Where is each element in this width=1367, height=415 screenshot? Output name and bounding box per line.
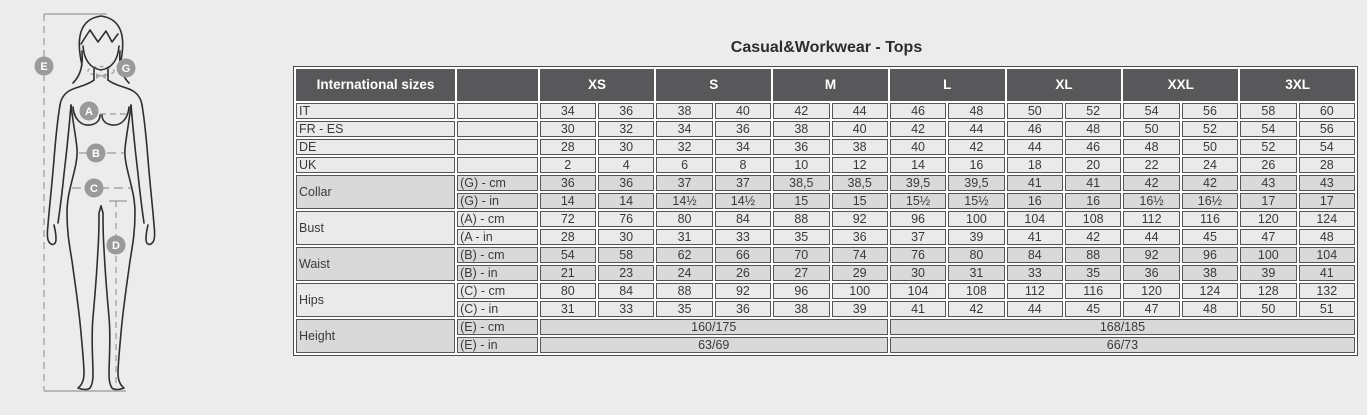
arm-left-inner xyxy=(58,105,71,223)
value-cell: 38,5 xyxy=(832,175,888,191)
value-cell: 17 xyxy=(1240,193,1296,209)
merged-value-cell: 160/175 xyxy=(540,319,888,335)
value-cell: 36 xyxy=(540,175,596,191)
value-cell: 84 xyxy=(598,283,654,299)
value-cell: 108 xyxy=(1065,211,1121,227)
value-cell: 39,5 xyxy=(890,175,946,191)
bust-right xyxy=(102,107,129,125)
unit-label: (B) - cm xyxy=(457,247,538,263)
value-cell: 80 xyxy=(656,211,712,227)
shoulder-left xyxy=(60,80,94,105)
measure-row xyxy=(296,247,1355,263)
value-cell: 10 xyxy=(773,157,829,173)
value-cell: 21 xyxy=(540,265,596,281)
shoulder-right xyxy=(108,80,142,105)
country-row xyxy=(296,139,1355,155)
value-cell: 40 xyxy=(890,139,946,155)
value-cell: 35 xyxy=(773,229,829,245)
value-cell: 76 xyxy=(890,247,946,263)
value-cell: 39 xyxy=(1240,265,1296,281)
value-cell: 8 xyxy=(715,157,771,173)
size-header-s: S xyxy=(656,69,771,101)
value-cell: 47 xyxy=(1123,301,1179,317)
size-header-m: M xyxy=(773,69,888,101)
value-cell: 100 xyxy=(832,283,888,299)
value-cell: 128 xyxy=(1240,283,1296,299)
value-cell: 112 xyxy=(1123,211,1179,227)
value-cell: 41 xyxy=(1007,175,1063,191)
value-cell: 92 xyxy=(715,283,771,299)
merged-value-cell: 168/185 xyxy=(890,319,1355,335)
value-cell: 50 xyxy=(1007,103,1063,119)
value-cell: 116 xyxy=(1182,211,1238,227)
value-cell: 31 xyxy=(948,265,1004,281)
value-cell: 36 xyxy=(598,103,654,119)
value-cell: 74 xyxy=(832,247,888,263)
value-cell: 80 xyxy=(540,283,596,299)
value-cell: 36 xyxy=(1123,265,1179,281)
value-cell: 48 xyxy=(948,103,1004,119)
value-cell: 16 xyxy=(1007,193,1063,209)
value-cell: 40 xyxy=(715,103,771,119)
badge-waist xyxy=(87,144,106,163)
value-cell: 37 xyxy=(715,175,771,191)
value-cell: 41 xyxy=(1065,175,1121,191)
value-cell: 76 xyxy=(598,211,654,227)
row-label: UK xyxy=(296,157,455,173)
value-cell: 32 xyxy=(598,121,654,137)
badge-letter: B xyxy=(92,148,100,160)
value-cell: 58 xyxy=(1240,103,1296,119)
row-spacer xyxy=(457,139,538,155)
badge-height xyxy=(35,57,54,76)
badge-letter: A xyxy=(85,106,93,118)
value-cell: 26 xyxy=(715,265,771,281)
value-cell: 16½ xyxy=(1182,193,1238,209)
size-header-xl: XL xyxy=(1007,69,1122,101)
value-cell: 45 xyxy=(1182,229,1238,245)
value-cell: 36 xyxy=(715,301,771,317)
value-cell: 42 xyxy=(773,103,829,119)
value-cell: 30 xyxy=(540,121,596,137)
value-cell: 38 xyxy=(832,139,888,155)
value-cell: 88 xyxy=(1065,247,1121,263)
value-cell: 33 xyxy=(1007,265,1063,281)
value-cell: 96 xyxy=(1182,247,1238,263)
group-label: Waist xyxy=(296,247,455,281)
value-cell: 15½ xyxy=(890,193,946,209)
row-label: IT xyxy=(296,103,455,119)
value-cell: 17 xyxy=(1299,193,1355,209)
value-cell: 15 xyxy=(773,193,829,209)
value-cell: 32 xyxy=(656,139,712,155)
value-cell: 132 xyxy=(1299,283,1355,299)
header-spacer xyxy=(457,69,538,101)
value-cell: 60 xyxy=(1299,103,1355,119)
value-cell: 41 xyxy=(1007,229,1063,245)
value-cell: 38,5 xyxy=(773,175,829,191)
value-cell: 100 xyxy=(948,211,1004,227)
value-cell: 92 xyxy=(1123,247,1179,263)
value-cell: 108 xyxy=(948,283,1004,299)
value-cell: 42 xyxy=(948,301,1004,317)
measure-row xyxy=(296,319,1355,335)
unit-label: (E) - in xyxy=(457,337,538,353)
value-cell: 80 xyxy=(948,247,1004,263)
unit-label: (B) - in xyxy=(457,265,538,281)
value-cell: 28 xyxy=(540,139,596,155)
badge-bust xyxy=(80,102,99,121)
value-cell: 43 xyxy=(1299,175,1355,191)
badge-letter: C xyxy=(90,183,98,195)
value-cell: 51 xyxy=(1299,301,1355,317)
value-cell: 39,5 xyxy=(948,175,1004,191)
value-cell: 14 xyxy=(598,193,654,209)
value-cell: 62 xyxy=(656,247,712,263)
value-cell: 50 xyxy=(1123,121,1179,137)
value-cell: 45 xyxy=(1065,301,1121,317)
value-cell: 48 xyxy=(1299,229,1355,245)
value-cell: 112 xyxy=(1007,283,1063,299)
value-cell: 14½ xyxy=(715,193,771,209)
value-cell: 48 xyxy=(1123,139,1179,155)
merged-value-cell: 63/69 xyxy=(540,337,888,353)
value-cell: 12 xyxy=(832,157,888,173)
value-cell: 37 xyxy=(890,229,946,245)
value-cell: 16 xyxy=(948,157,1004,173)
value-cell: 34 xyxy=(540,103,596,119)
value-cell: 88 xyxy=(656,283,712,299)
row-label: DE xyxy=(296,139,455,155)
merged-value-cell: 66/73 xyxy=(890,337,1355,353)
value-cell: 33 xyxy=(715,229,771,245)
unit-label: (G) - cm xyxy=(457,175,538,191)
value-cell: 70 xyxy=(773,247,829,263)
value-cell: 88 xyxy=(773,211,829,227)
group-label: Collar xyxy=(296,175,455,209)
value-cell: 41 xyxy=(1299,265,1355,281)
value-cell: 44 xyxy=(832,103,888,119)
value-cell: 38 xyxy=(773,121,829,137)
size-table-container xyxy=(293,66,1358,356)
size-header-xxl: XXL xyxy=(1123,69,1238,101)
unit-label: (G) - in xyxy=(457,193,538,209)
value-cell: 15 xyxy=(832,193,888,209)
value-cell: 100 xyxy=(1240,247,1296,263)
country-row xyxy=(296,103,1355,119)
value-cell: 96 xyxy=(890,211,946,227)
header-row xyxy=(296,69,1355,101)
value-cell: 47 xyxy=(1240,229,1296,245)
value-cell: 38 xyxy=(656,103,712,119)
badge-hips xyxy=(85,179,104,198)
value-cell: 54 xyxy=(1123,103,1179,119)
value-cell: 41 xyxy=(890,301,946,317)
row-spacer xyxy=(457,103,538,119)
value-cell: 40 xyxy=(832,121,888,137)
value-cell: 16 xyxy=(1065,193,1121,209)
size-header-3xl: 3XL xyxy=(1240,69,1355,101)
value-cell: 31 xyxy=(540,301,596,317)
value-cell: 15½ xyxy=(948,193,1004,209)
badge-inseam xyxy=(107,236,126,255)
size-table xyxy=(294,67,1357,355)
badge-letter: G xyxy=(121,63,131,75)
collar-line xyxy=(88,67,114,76)
row-spacer xyxy=(457,157,538,173)
value-cell: 4 xyxy=(598,157,654,173)
value-cell: 31 xyxy=(656,229,712,245)
value-cell: 2 xyxy=(540,157,596,173)
value-cell: 24 xyxy=(656,265,712,281)
value-cell: 46 xyxy=(890,103,946,119)
unit-label: (A - in xyxy=(457,229,538,245)
value-cell: 58 xyxy=(598,247,654,263)
value-cell: 39 xyxy=(832,301,888,317)
value-cell: 104 xyxy=(890,283,946,299)
group-label: Hips xyxy=(296,283,455,317)
value-cell: 6 xyxy=(656,157,712,173)
unit-label: (C) - in xyxy=(457,301,538,317)
value-cell: 36 xyxy=(598,175,654,191)
measure-row xyxy=(296,175,1355,191)
group-label: Height xyxy=(296,319,455,353)
value-cell: 42 xyxy=(1123,175,1179,191)
value-cell: 34 xyxy=(656,121,712,137)
value-cell: 54 xyxy=(1240,121,1296,137)
value-cell: 43 xyxy=(1240,175,1296,191)
value-cell: 23 xyxy=(598,265,654,281)
value-cell: 52 xyxy=(1065,103,1121,119)
value-cell: 120 xyxy=(1240,211,1296,227)
value-cell: 30 xyxy=(598,229,654,245)
value-cell: 27 xyxy=(773,265,829,281)
value-cell: 44 xyxy=(1007,301,1063,317)
value-cell: 120 xyxy=(1123,283,1179,299)
value-cell: 54 xyxy=(1299,139,1355,155)
value-cell: 39 xyxy=(948,229,1004,245)
value-cell: 30 xyxy=(598,139,654,155)
arm-right-inner xyxy=(131,105,144,223)
value-cell: 42 xyxy=(890,121,946,137)
value-cell: 116 xyxy=(1065,283,1121,299)
value-cell: 38 xyxy=(773,301,829,317)
value-cell: 42 xyxy=(1065,229,1121,245)
value-cell: 18 xyxy=(1007,157,1063,173)
badge-letter: D xyxy=(112,240,120,252)
value-cell: 92 xyxy=(832,211,888,227)
value-cell: 28 xyxy=(540,229,596,245)
value-cell: 42 xyxy=(948,139,1004,155)
value-cell: 16½ xyxy=(1123,193,1179,209)
value-cell: 46 xyxy=(1007,121,1063,137)
measure-row xyxy=(296,283,1355,299)
value-cell: 20 xyxy=(1065,157,1121,173)
size-header-l: L xyxy=(890,69,1005,101)
row-spacer xyxy=(457,121,538,137)
value-cell: 66 xyxy=(715,247,771,263)
size-header-xs: XS xyxy=(540,69,655,101)
unit-label: (E) - cm xyxy=(457,319,538,335)
value-cell: 14½ xyxy=(656,193,712,209)
value-cell: 52 xyxy=(1182,121,1238,137)
value-cell: 34 xyxy=(715,139,771,155)
value-cell: 30 xyxy=(890,265,946,281)
intl-sizes-header: International sizes xyxy=(296,69,455,101)
unit-label: (C) - cm xyxy=(457,283,538,299)
value-cell: 84 xyxy=(1007,247,1063,263)
value-cell: 104 xyxy=(1299,247,1355,263)
value-cell: 56 xyxy=(1299,121,1355,137)
value-cell: 44 xyxy=(1007,139,1063,155)
value-cell: 72 xyxy=(540,211,596,227)
value-cell: 46 xyxy=(1065,139,1121,155)
country-row xyxy=(296,121,1355,137)
body-outline xyxy=(47,16,154,390)
value-cell: 14 xyxy=(540,193,596,209)
value-cell: 28 xyxy=(1299,157,1355,173)
badge-collar xyxy=(117,59,136,78)
value-cell: 54 xyxy=(540,247,596,263)
value-cell: 14 xyxy=(890,157,946,173)
unit-label: (A) - cm xyxy=(457,211,538,227)
badge-letter: E xyxy=(40,61,48,73)
measure-row xyxy=(296,211,1355,227)
value-cell: 38 xyxy=(1182,265,1238,281)
value-cell: 26 xyxy=(1240,157,1296,173)
value-cell: 22 xyxy=(1123,157,1179,173)
value-cell: 29 xyxy=(832,265,888,281)
value-cell: 124 xyxy=(1182,283,1238,299)
value-cell: 124 xyxy=(1299,211,1355,227)
value-cell: 50 xyxy=(1240,301,1296,317)
value-cell: 52 xyxy=(1240,139,1296,155)
chart-title: Casual&Workwear - Tops xyxy=(730,39,923,56)
hair-fringe xyxy=(81,30,118,44)
value-cell: 36 xyxy=(773,139,829,155)
value-cell: 96 xyxy=(773,283,829,299)
value-cell: 44 xyxy=(1123,229,1179,245)
value-cell: 35 xyxy=(1065,265,1121,281)
value-cell: 50 xyxy=(1182,139,1238,155)
value-cell: 24 xyxy=(1182,157,1238,173)
body-measurement-figure xyxy=(8,4,213,409)
value-cell: 56 xyxy=(1182,103,1238,119)
value-cell: 33 xyxy=(598,301,654,317)
value-cell: 104 xyxy=(1007,211,1063,227)
value-cell: 37 xyxy=(656,175,712,191)
value-cell: 42 xyxy=(1182,175,1238,191)
value-cell: 44 xyxy=(948,121,1004,137)
collar-bow-icon xyxy=(96,73,106,79)
value-cell: 48 xyxy=(1065,121,1121,137)
value-cell: 84 xyxy=(715,211,771,227)
value-cell: 48 xyxy=(1182,301,1238,317)
value-cell: 35 xyxy=(656,301,712,317)
value-cell: 36 xyxy=(832,229,888,245)
group-label: Bust xyxy=(296,211,455,245)
country-row xyxy=(296,157,1355,173)
row-label: FR - ES xyxy=(296,121,455,137)
value-cell: 36 xyxy=(715,121,771,137)
